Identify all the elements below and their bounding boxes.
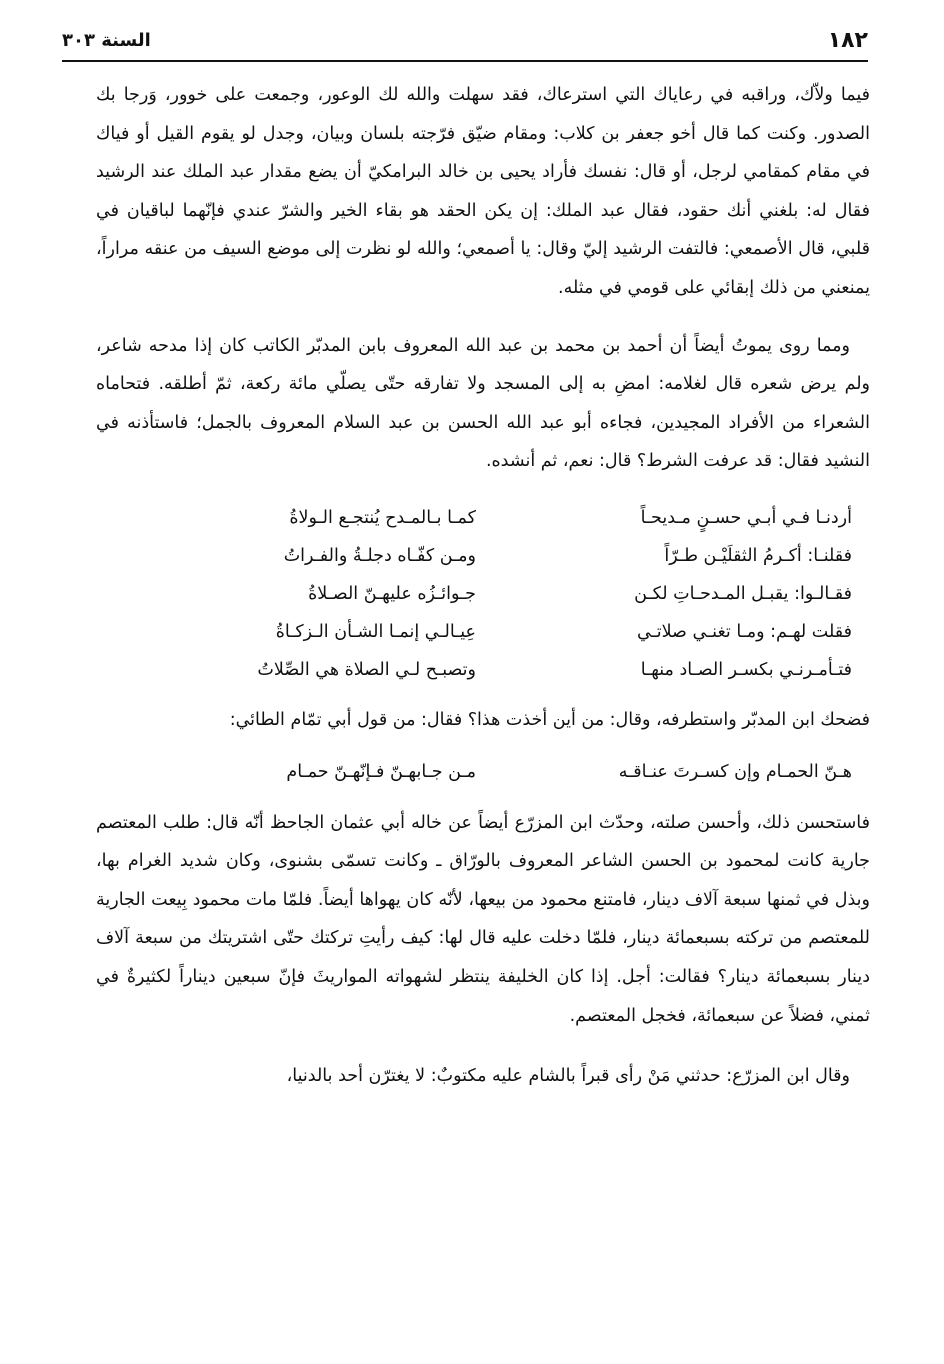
paragraph: وقال ابن المزرّع: حدثني مَنْ رأى قبراً بالشام عليه مكتوبٌ: لا يغترّن أحد بالدنيا، [286,1066,850,1087]
poem-hemistich-second: كمـا بـالمـدح يُنتجـع الـولاةُ [289,507,476,528]
paragraph: فاستحسن ذلك، وأحسن صلته، وحدّث ابن المزرّع أيضاً عن خاله أبي عثمان الجاحظ أنّه قال: طلب المعتصم جارية كانت لمحمود بن الحسن الشاعر المعروف بالورّاق ـ وكانت تسمّى بشنوى، وكان شديد الغرام بها، وبذل في ثمنها سبعة آلاف دينار، فامتنع محمود من بيعها، لأنّه كان يهواها أيضاً. فلمّا مات محمود بِيعت الجارية للمعتصم من تركته بسبعمائة دينار، فلمّا دخلت عليه قال لها: كيف رأيتِ تركتك حتّى اشتريتك من سبعة آلاف دينار بسبعمائة دينار؟ فقالت: أجل. إذا كان الخليفة ينتظر لشهواته المواريثَ فإنّ سبعين ديناراً لكثيرةٌ في ثمني، فضلاً عن سبعمائة، فخجل المعتصم. [96,812,870,1026]
poem-line [96,651,870,689]
poem-line [96,537,870,575]
poem-hemistich-first: فتـأمـرنـي بكسـر الصـاد منهـا [640,659,852,680]
verse-hemistich-first: هـنّ الحمـام وإن كسـرتَ عنـاقـه [618,762,852,783]
poem-hemistich-first: أردنـا فـي أبـي حسـنٍ مـديحـاً [640,507,852,528]
paragraph: ومما روى يموتُ أيضاً أن أحمد بن محمد بن عبد الله المعروف بابن المدبّر الكاتب كان إذا مدحه شاعر، ولم يرض شعره قال لغلامه: امضِ به إلى المسجد ولا تفارقه حتّى يصلّي مائة ركعة، ثمّ أطلقه. فتحاماه الشعراء من الأفراد المجيدين، فجاءه أبو عبد الله الحسن بن عبد السلام المعروف بالجمل؛ فاستأذنه في النشيد فقال: قد عرفت الشرط؟ قال: نعم، ثم أنشده. [96,335,870,472]
poem [96,499,870,689]
poem-line [96,575,870,613]
poem-hemistich-first: فقلنـا: أكـرمُ الثقلَيْـن طـرّاً [664,545,852,566]
poem-hemistich-second: وتصبـح لـي الصلاة هي الصِّلاتُ [257,659,476,680]
running-head: السنة ٣٠٣ [62,30,151,51]
quoted-verse [96,754,870,792]
poem-hemistich-second: عِيـالـي إنمـا الشـأن الـزكـاةُ [275,621,476,642]
poem-line [96,613,870,651]
page-number: ١٨٢ [827,28,868,53]
verse-hemistich-second: مـن جـابهـنّ فـإنّهـنّ حمـام [286,762,476,783]
poem-line [96,499,870,537]
page-header [62,26,868,62]
poem-hemistich-second: جـوائـزُه عليهـنّ الصـلاةُ [308,583,476,604]
paragraph: فيما ولاّك، وراقبه في رعاياك التي استرعاك، فقد سهلت والله لك الوعور، وجمعت على خوور، وَرجا بك الصدور. وكنت كما قال أخو جعفر بن كلاب: ومقام ضيّق فرّجته بلسان وبيان، وجدل لو يقوم القيل أو فياك في مقام كمقامي لرجل، أو قال: نفسك فأراد يحيى بن خالد البرامكيّ أن يضع مقدار عبد الملك عند الرشيد فقال له: بلغني أنك حقود، فقال عبد الملك: إن يكن الحقد هو بقاء الخير والشرّ عندي فإنّهما لباقيان في قلبي، قال الأصمعي: فالتفت الرشيد إليّ وقال: يا أصمعي؛ والله لو نظرت إلى موضع السيف من عنقه مراراً، يمنعني من ذلك إبقائي على قومي في مثله. [96,85,870,298]
page-body [96,76,870,1096]
poem-hemistich-first: فقـالـوا: يقبـل المـدحـاتِ لكـن [634,583,852,604]
paragraph: فضحك ابن المدبّر واستطرفه، وقال: من أين أخذت هذا؟ فقال: من قول أبي تمّام الطائي: [229,709,870,730]
poem-hemistich-second: ومـن كفّـاه دجلـةُ والفـراتُ [283,545,476,566]
poem-hemistich-first: فقلت لهـم: ومـا تغنـي صلاتـي [637,621,852,642]
